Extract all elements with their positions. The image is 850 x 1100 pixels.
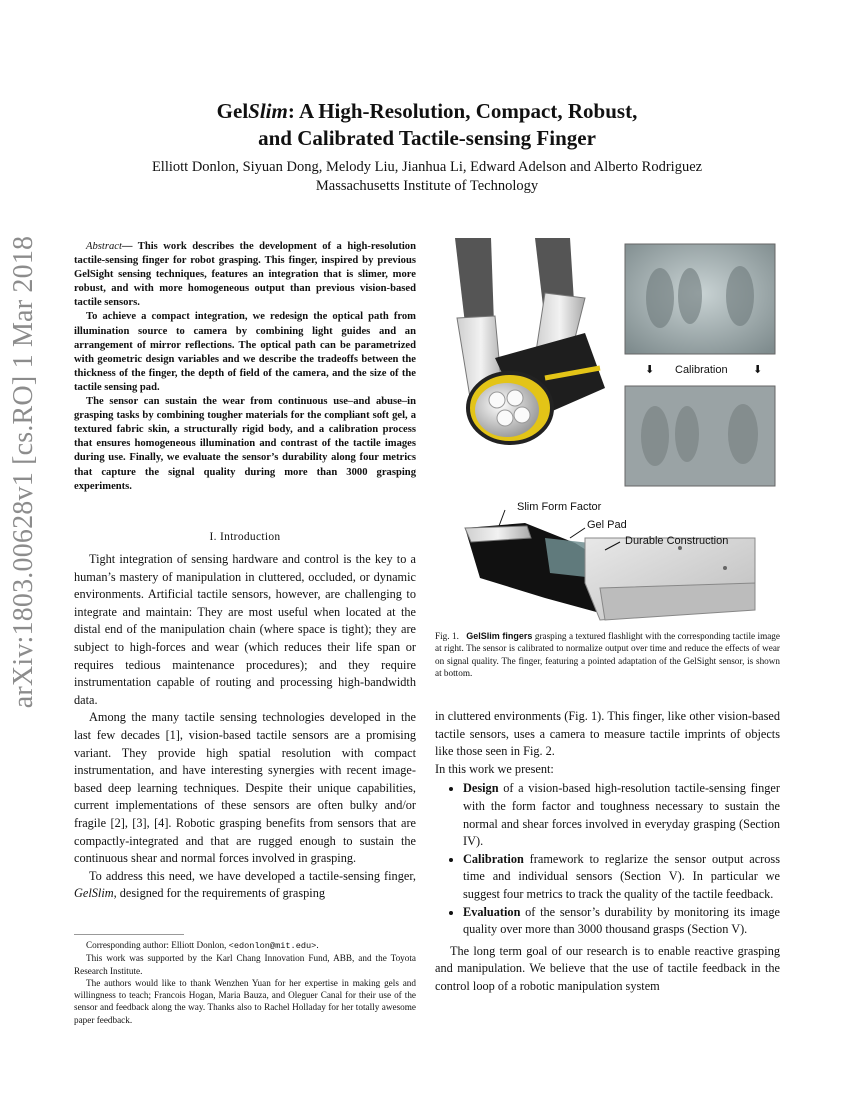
- bullet-calibration-text: framework to reglarize the sensor output across time and individual sensors (Section V). In particular we suggest four metrics to track the quality of the tactile feedback.: [463, 851, 780, 901]
- list-item: [463, 904, 780, 939]
- intro-p3: [74, 868, 416, 903]
- paper-title: [120, 98, 734, 152]
- abstract-p1-text: — This work describes the development of a high-resolution tactile-sensing finger for robot grasping. This finger, inspired by previous GelSight sensing techniques, features an integration that is slimer, more robust, and with more homogeneous output than previous vision-based tactile sensors.: [74, 241, 416, 309]
- footnote-thanks: The authors would like to thank Wenzhen Yuan for her expertise in making gels and willingness to teach; Francois Hogan, Maria Bauza, and Oleguer Canal for their use of the sensor and feedback along the way. Thanks also to Rachel Holladay for her totally awesome paper feedback.: [74, 977, 416, 1025]
- title-line1-rest: : A High-Resolution, Compact, Robust,: [287, 99, 638, 123]
- bullet-evaluation-text: of the sensor’s durability by monitoring its image quality over more than 3000 thousand grasps (Section V).: [463, 904, 780, 937]
- right-p2: In this work we present:: [435, 761, 554, 776]
- intro-p3-a: To address this need, we have developed a tactile-sensing finger,: [89, 868, 416, 883]
- calibration-arrow-right-icon: ⬇: [753, 364, 763, 376]
- author-block: [100, 158, 754, 196]
- tactile-image-raw: [625, 244, 775, 354]
- photo-grasping-flashlight: [435, 238, 615, 483]
- bullet-design-bold: Design: [463, 781, 499, 796]
- introduction-text: [74, 551, 416, 903]
- tactile-image-calibrated: [625, 386, 775, 486]
- footnotes: [74, 934, 416, 1026]
- label-durable-construction: Durable Construction: [625, 535, 729, 547]
- abstract: [74, 240, 416, 494]
- footnote-email[interactable]: <edonlon@mit.edu>: [228, 941, 317, 951]
- list-item: [463, 851, 780, 904]
- intro-p1: Tight integration of sensing hardware and control is the key to a human’s mastery of manipulation in cluttered, occluded, or dynamic environments. Artificial tactile sensors, however, are challenging to integrate and maintain: They are most useful when located at the distal end of the manipulation chain (where space is tight); they are subject to high-forces and wear (which reduces their life span or requires tedious maintenance procedures); and they require instrumentation capable of routing and processing high-bandwidth data.: [74, 552, 416, 707]
- right-p1: in cluttered environments (Fig. 1). This finger, like other vision-based tactile sensors, uses a camera to measure tactile imprints of objects like those seen in Fig. 2.: [435, 709, 780, 759]
- caption-label: Fig. 1.: [435, 631, 459, 641]
- footnote-corresponding: [74, 939, 416, 952]
- figure-1-caption: [435, 630, 780, 679]
- abstract-p1: [74, 240, 416, 310]
- list-item: [463, 780, 780, 850]
- intro-p3-c: , designed for the requirements of grasping: [113, 886, 326, 901]
- caption-bold: GelSlim fingers: [466, 631, 533, 641]
- title-slim: Slim: [248, 99, 288, 123]
- abstract-p2: To achieve a compact integration, we redesign the optical path from illumination source to camera by combining light guides and an arrangement of mirror reflections. The optical path can be parametrized with geometric design variables and we describe the tradeoffs between the thickness of the finger, the depth of field of the camera, and the size of the tactile sensing pad.: [74, 311, 416, 393]
- footnote-period: .: [316, 940, 319, 950]
- bullet-calibration-bold: Calibration: [463, 851, 524, 866]
- footnote-funding: This work was supported by the Karl Chang Innovation Fund, ABB, and the Toyota Research Institute.: [74, 953, 416, 976]
- affiliation: Massachusetts Institute of Technology: [315, 178, 539, 194]
- right-column-text: [435, 708, 780, 996]
- title-gel: Gel: [216, 99, 249, 123]
- abstract-lead: Abstract: [86, 241, 122, 252]
- caption-text: grasping a textured flashlight with the corresponding tactile image at right. The sensor is calibrated to normalize output over time and reduce the effects of wear on signal quality. The finger, featuring a pointed adaptation of the GelSight sensor, is shown at bottom.: [435, 631, 780, 678]
- right-p3: The long term goal of our research is to enable reactive grasping and manipulation. We believe that the use of tactile feedback in the control loop of a robotic manipulation system: [435, 943, 780, 993]
- footnote-rule: [74, 934, 184, 935]
- intro-p2: Among the many tactile sensing technologies developed in the last few decades [1], vision-based tactile sensors are a promising variant. They provide high spatial resolution with compact instrumentation, and have interesting synergies with recent image-based deep learning techniques. Despite their unique capabilities, current implementations of these sensors are often bulky and/or fragile [2], [3], [4]. Robotic grasping benefits from sensors that are compactly-integrated and that are rugged enough to sustain the continuous shear and normal forces involved in grasping.: [74, 710, 416, 866]
- bullet-evaluation-bold: Evaluation: [463, 904, 521, 919]
- label-slim-form-factor: Slim Form Factor: [517, 501, 602, 513]
- calibration-label: Calibration: [675, 364, 728, 376]
- bullet-design-text: of a vision-based high-resolution tactile-sensing finger with the form factor and toughness necessary to sustain the normal and shear forces involved in everyday grasping (Section IV).: [463, 781, 780, 849]
- section-heading-introduction: I. Introduction: [209, 531, 281, 543]
- label-gel-pad: Gel Pad: [587, 519, 627, 531]
- author-list: Elliott Donlon, Siyuan Dong, Melody Liu, Jianhua Li, Edward Adelson and Alberto Rodriguez: [151, 159, 703, 175]
- footnote-corresponding-text: Corresponding author: Elliott Donlon,: [86, 940, 229, 950]
- contributions-list: [435, 780, 780, 938]
- intro-p3-gelslim: GelSlim: [74, 886, 114, 901]
- figure-1: [435, 238, 780, 626]
- calibration-arrow-left-icon: ⬇: [645, 364, 655, 376]
- title-line2: and Calibrated Tactile-sensing Finger: [258, 126, 596, 150]
- arxiv-sidebar-stamp: arXiv:1803.00628v1 [cs.RO] 1 Mar 2018: [8, 235, 39, 709]
- abstract-p3: The sensor can sustain the wear from continuous use–and abuse–in grasping tasks by combining tougher materials for the compliant soft gel, a textured fabric skin, a structurally rigid body, and a calibration process that ensures homogeneous illumination and contrast of the tactile images during use. Finally, we evaluate the sensor’s durability along four metrics that capture the signal quality during more than 3000 grasping experiments.: [74, 396, 416, 492]
